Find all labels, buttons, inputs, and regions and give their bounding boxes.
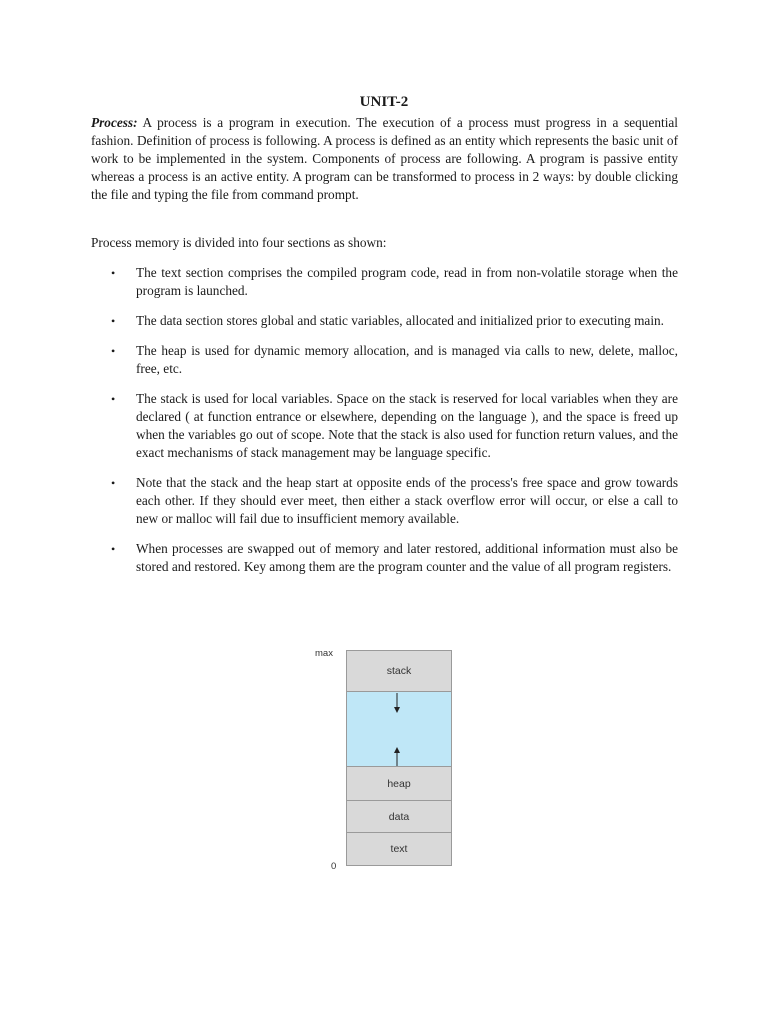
list-item-text: The stack is used for local variables. Space on the stack is reserved for local variables when they are declared ( at function entrance or elsewhere, depending on the language ), and the space is freed up when the variables go out of scope. Note that the stack is also used for function return values, and the exact mechanisms of stack management may be language specific.: [136, 391, 678, 460]
list-item: [91, 342, 678, 378]
list-item: [91, 312, 678, 330]
max-label: max: [315, 648, 333, 659]
data-label: data: [388, 810, 410, 823]
bullet-dot: •: [111, 266, 116, 280]
sections-lead: Process memory is divided into four sections as shown:: [91, 235, 387, 250]
list-item: [91, 264, 678, 300]
list-item-text: When processes are swapped out of memory and later restored, additional information must also be stored and restored. Key among them are the program counter and the value of all program registers.: [136, 541, 678, 574]
data-segment: [346, 800, 452, 833]
up-arrow-icon: [391, 745, 403, 767]
bullet-dot: •: [111, 344, 116, 358]
bullet-list: [91, 264, 678, 588]
bullet-dot: •: [111, 314, 116, 328]
intro-text: A process is a program in execution. The execution of a process must progress in a sequential fashion. Definition of process is following. A process is defined as an entity which represents the basic unit of work to be implemented in the system. Components of process are following. A program is passive entity whereas a process is an active entity. A program can be transformed to process in 2 ways: by double clicking the file and typing the file from command prompt.: [91, 115, 678, 202]
list-item: [91, 390, 678, 462]
intro-paragraph: [91, 114, 678, 204]
process-memory-diagram: [310, 645, 460, 875]
bullet-dot: •: [111, 542, 116, 556]
page-title: UNIT-2: [359, 94, 409, 110]
heap-segment: [346, 766, 452, 801]
text-label: text: [390, 843, 408, 855]
list-item-text: Note that the stack and the heap start at opposite ends of the process's free space and grow towards each other. If they should ever meet, then either a stack overflow error will occur, or else a call to new or malloc will fail due to insufficient memory available.: [136, 475, 678, 526]
list-item-text: The data section stores global and static variables, allocated and initialized prior to executing main.: [136, 313, 664, 328]
process-term: Process:: [91, 115, 138, 130]
bullet-dot: •: [111, 392, 116, 406]
list-item: [91, 474, 678, 528]
bullet-dot: •: [111, 476, 116, 490]
heap-label: heap: [387, 777, 411, 790]
list-item: [91, 540, 678, 576]
list-item-text: The text section comprises the compiled program code, read in from non-volatile storage when the program is launched.: [136, 265, 678, 298]
stack-segment: [346, 650, 452, 692]
zero-label: 0: [331, 861, 337, 872]
stack-label: stack: [386, 665, 412, 677]
down-arrow-icon: [391, 693, 403, 715]
text-segment: [346, 832, 452, 866]
list-item-text: The heap is used for dynamic memory allocation, and is managed via calls to new, delete, malloc, free, etc.: [136, 343, 678, 376]
